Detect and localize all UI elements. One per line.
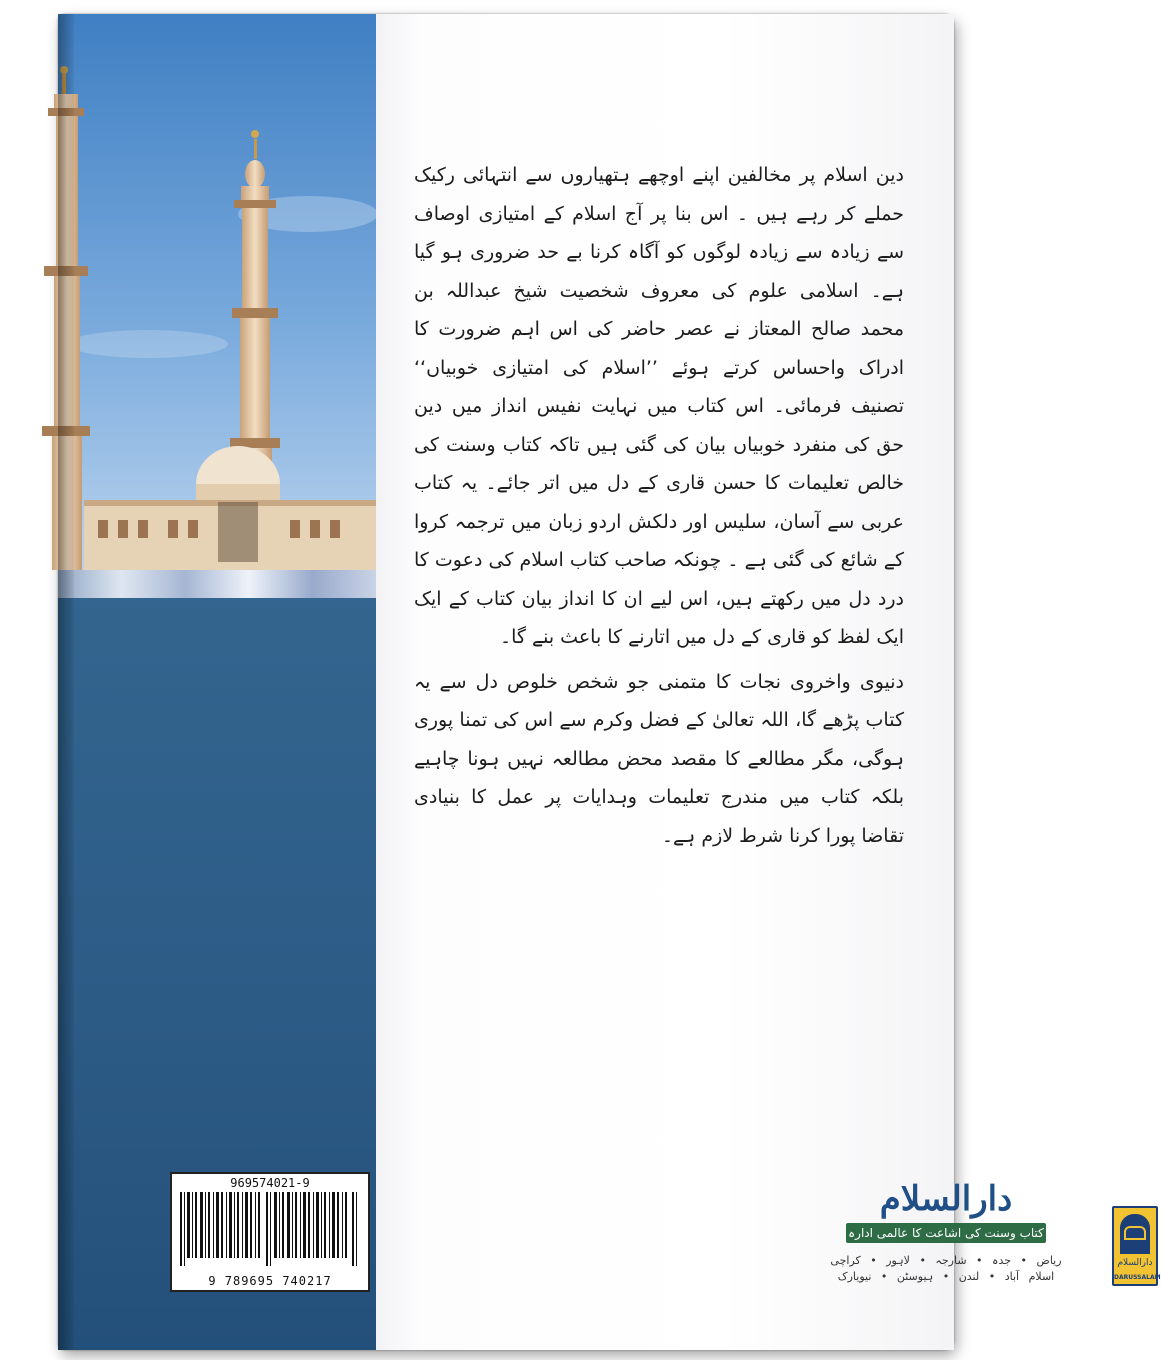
blurb-text [414, 156, 904, 861]
cities-line-1: ریاض • جدہ • شارجہ • لاہور • کراچی [830, 1254, 1062, 1267]
book-back-cover [58, 14, 1161, 1350]
logo-latin-text: DARUSSALAM [1114, 1274, 1161, 1281]
cover-right-panel [376, 14, 1161, 1350]
book-spine-shadow [58, 14, 74, 1350]
publisher-cities [816, 1253, 1076, 1285]
mosque-illustration [58, 14, 376, 570]
cover-left-panel [58, 14, 376, 1350]
cities-line-2: اسلام آباد • لندن • ہیوسٹن • نیویارک [837, 1270, 1055, 1283]
logo-book-icon [1124, 1226, 1146, 1240]
logo-arch-icon [1120, 1214, 1150, 1254]
publisher-block [816, 1179, 1076, 1309]
barcode [170, 1172, 370, 1292]
isbn-bottom-text: 9 789695 740217 [208, 1274, 332, 1288]
publisher-name: دارالسلام [879, 1179, 1013, 1219]
blurb-paragraph-1: دین اسلام پر مخالفین اپنے اوچھے ہتھیاروں سے انتہائی رکیک حملے کر رہے ہیں ۔ اس بنا پر آج اسلام کے امتیازی اوصاف سے زیادہ سے زیادہ لوگوں کو آگاہ کرنا بے حد ضروری ہو گیا ہے۔ اسلامی علوم کی معروف شخصیت شیخ عبداللہ بن محمد صالح المعتاز نے عصر حاضر کی اس اہم ضرورت کا ادراک واحساس کرتے ہوئے ’’اسلام کی امتیازی خوبیاں‘‘ تصنیف فرمائی۔ اس کتاب میں نہایت نفیس انداز میں دین حق کی منفرد خوبیاں بیان کی گئی ہیں تاکہ کتاب وسنت کی خالص تعلیمات کا حسن قاری کے دل میں اتر جائے۔ یہ کتاب عربی سے آسان، سلیس اور دلکش اردو زبان میں ترجمہ کروا کے شائع کی گئی ہے ۔ چونکہ صاحب کتاب اسلام کی دعوت کا درد دل میں رکھتے ہیں، اس لیے ان کا انداز بیان کتاب کے ایک ایک لفظ کو قاری کے دل میں اتارنے کا باعث بنے گا۔ [414, 164, 904, 648]
darussalam-logo [1112, 1206, 1161, 1286]
mosque-photo [58, 14, 376, 570]
logo-urdu-text: دارالسلام [1117, 1258, 1153, 1268]
foil-band [58, 570, 376, 598]
barcode-bars [178, 1192, 362, 1266]
isbn-top-text: 969574021-9 [230, 1176, 310, 1190]
publisher-tagline: کتاب وسنت کی اشاعت کا عالمی ادارہ [846, 1223, 1046, 1243]
blurb-paragraph-2: دنیوی واخروی نجات کا متمنی جو شخص خلوص دل سے یہ کتاب پڑھے گا، اللہ تعالیٰ کے فضل وکرم سے اس کی تمنا پوری ہوگی، مگر مطالعے کا مقصد محض مطالعہ نہیں ہونا چاہیے بلکہ کتاب میں مندرج تعلیمات وہدایات پر عمل کا بنیادی تقاضا پورا کرنا شرط لازم ہے۔ [414, 670, 904, 847]
